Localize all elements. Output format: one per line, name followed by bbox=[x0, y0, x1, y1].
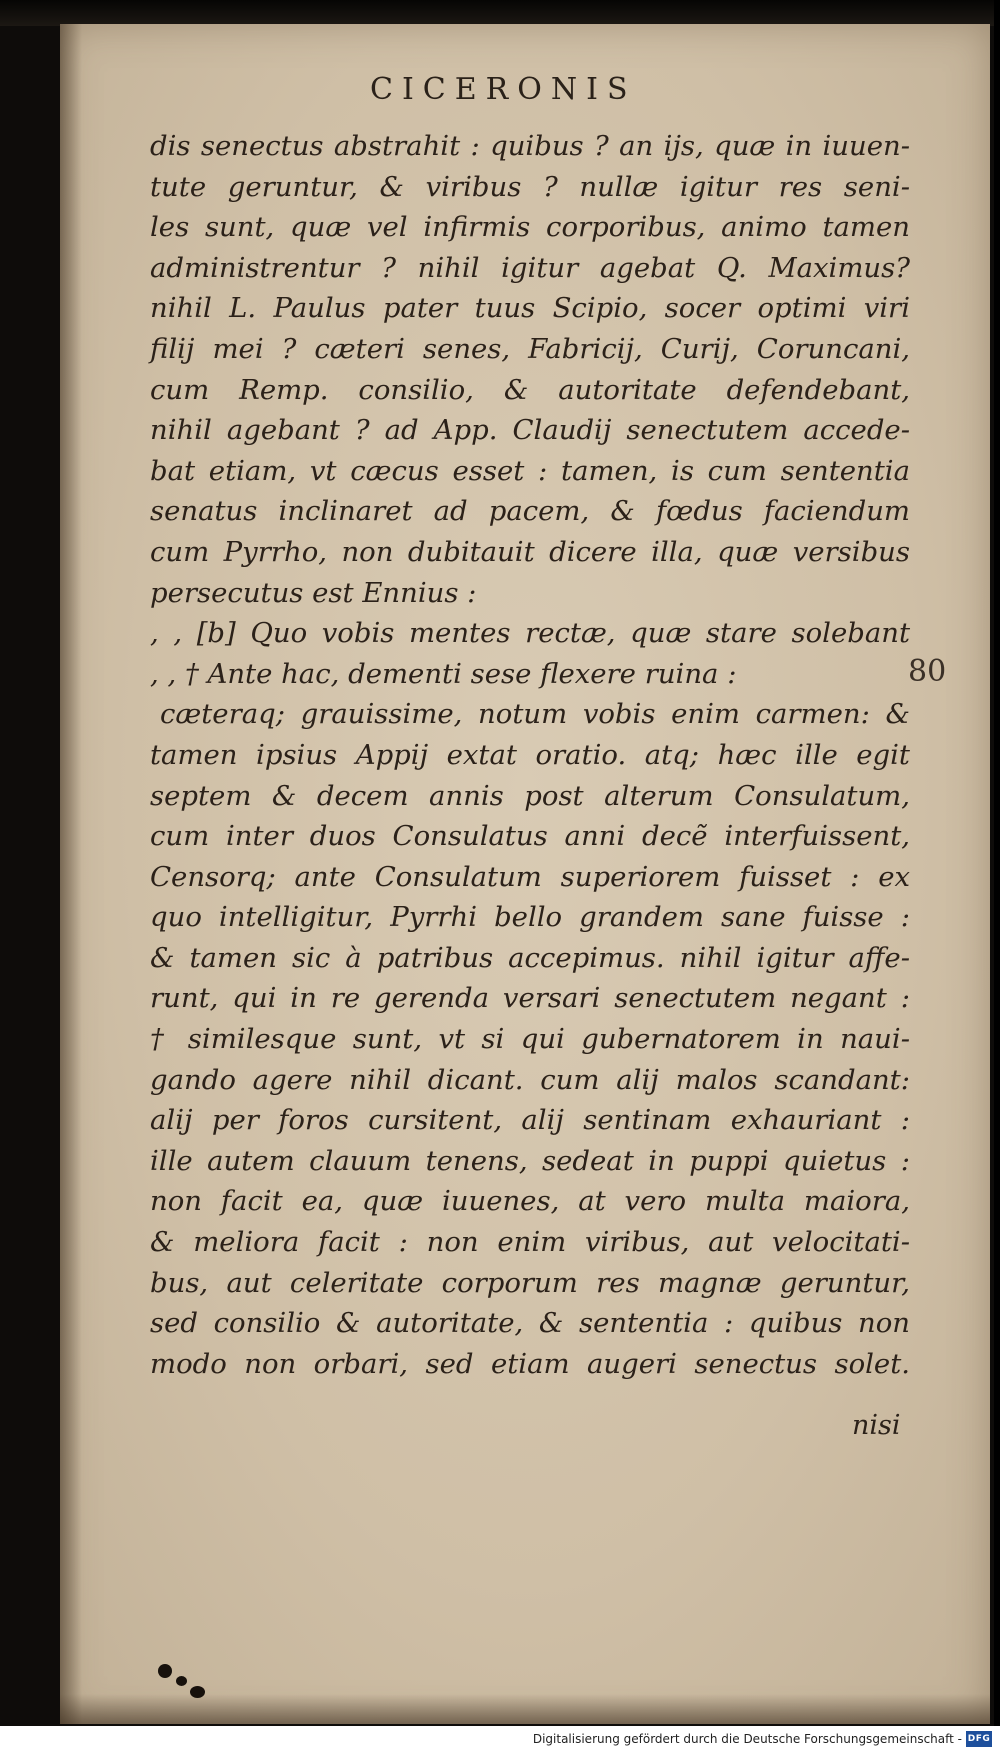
text-line: dis senectus abstrahit : quibus ? an ijs, quæ in iuuen- bbox=[150, 130, 910, 162]
text-line: non facit ea, quæ iuuenes, at vero multa maiora, bbox=[150, 1185, 910, 1218]
text-line: gando agere nihil dicant. cum alij malos scandant: bbox=[150, 1063, 910, 1096]
text-line: administrentur ? nihil igitur agebat Q. Maximus? bbox=[150, 251, 910, 284]
text-line: Censorq; ante Consulatum superiorem fuisset : ex bbox=[150, 860, 910, 893]
body-text bbox=[150, 126, 910, 1384]
text-line: senatus inclinaret ad pacem, & fœdus faciendum bbox=[150, 495, 910, 528]
text-line: cum inter duos Consulatus anni decẽ interfuissent, bbox=[150, 820, 910, 853]
ink-blot bbox=[190, 1686, 205, 1698]
verse-line: , , [b] Quo vobis mentes rectæ, quæ stare solebant bbox=[150, 617, 910, 650]
bottom-shadow bbox=[60, 1694, 990, 1724]
text-line: les sunt, quæ vel infirmis corporibus, animo tamen bbox=[150, 211, 910, 244]
text-line: tute geruntur, & viribus ? nullæ igitur res seni- bbox=[150, 170, 910, 203]
digitization-credit: Digitalisierung gefördert durch die Deutsche Forschungsgemeinschaft - bbox=[532, 1732, 962, 1746]
text-line: alij per foros cursitent, alij sentinam exhauriant : bbox=[150, 1104, 910, 1137]
text-line: † similesque sunt, vt si qui gubernatorem in naui- bbox=[150, 1023, 910, 1056]
scan-edge-right bbox=[994, 0, 1000, 1754]
gutter-shadow bbox=[60, 24, 82, 1724]
text-line: modo non orbari, sed etiam augeri senectus solet. bbox=[150, 1347, 910, 1380]
text-line: bus, aut celeritate corporum res magnæ geruntur, bbox=[150, 1266, 910, 1299]
ink-blot bbox=[158, 1664, 172, 1678]
text-line: filij mei ? cæteri senes, Fabricij, Curij, Coruncani, bbox=[150, 332, 910, 365]
text-line: & tamen sic à patribus accepimus. nihil igitur affe- bbox=[150, 941, 910, 974]
verse-line: , , † Ante hac, dementi sese flexere ruina : bbox=[150, 657, 737, 690]
text-line: ille autem clauum tenens, sedeat in puppi quietus : bbox=[150, 1144, 910, 1177]
scan-edge-top bbox=[0, 0, 1000, 26]
ink-blot bbox=[176, 1676, 187, 1686]
text-line: persecutus est Ennius : bbox=[150, 576, 477, 609]
catchword: nisi bbox=[852, 1410, 901, 1441]
dfg-logo-icon: DFG bbox=[966, 1731, 992, 1747]
text-line: runt, qui in re gerenda versari senectutem negant : bbox=[150, 982, 910, 1015]
text-line: quo intelligitur, Pyrrhi bello grandem sane fuisse : bbox=[150, 901, 910, 934]
text-line: bat etiam, vt cæcus esset : tamen, is cum sententia bbox=[150, 454, 910, 487]
text-line: tamen ipsius Appij extat oratio. atq; hæc ille egit bbox=[150, 738, 910, 771]
text-line: sed consilio & autoritate, & sententia : quibus non bbox=[150, 1307, 910, 1340]
text-line: septem & decem annis post alterum Consulatum, bbox=[150, 779, 910, 812]
text-line: cæteraq; grauissime, notum vobis enim carmen: & bbox=[160, 698, 910, 731]
text-line: cum Remp. consilio, & autoritate defendebant, bbox=[150, 373, 910, 406]
text-line: & meliora facit : non enim viribus, aut velocitati- bbox=[150, 1226, 910, 1259]
text-line: cum Pyrrho, non dubitauit dicere illa, quæ versibus bbox=[150, 535, 910, 568]
text-line: nihil agebant ? ad App. Claudij senectutem accede- bbox=[150, 414, 910, 447]
running-head: CICERONIS bbox=[370, 72, 637, 107]
margin-line-number: 80 bbox=[908, 654, 947, 689]
text-line: nihil L. Paulus pater tuus Scipio, socer optimi viri bbox=[150, 292, 910, 325]
